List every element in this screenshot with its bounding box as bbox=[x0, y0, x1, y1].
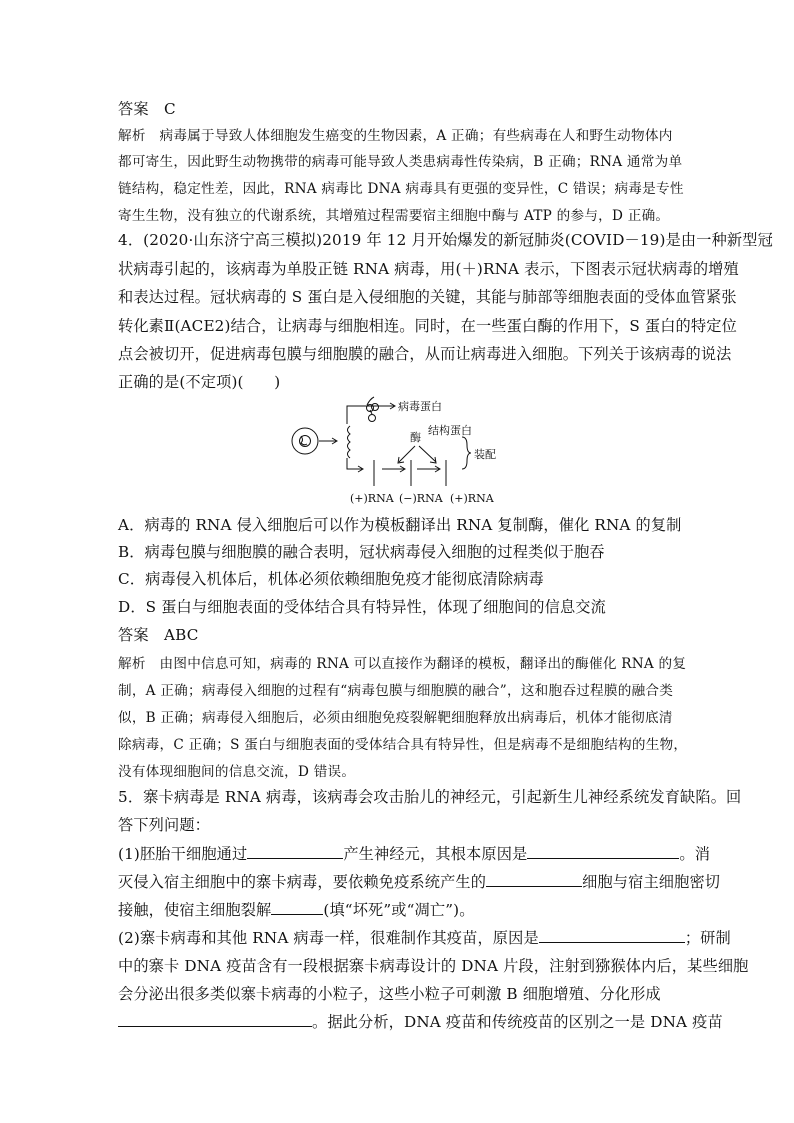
q4-option-a: A．病毒的 RNA 侵入细胞后可以作为模板翻译出 RNA 复制酶，催化 RNA 的复制 bbox=[118, 516, 682, 534]
q3-expl-line: 寄生生物，没有独立的代谢系统，其增殖过程需要宿主细胞中酶与 ATP 的参与，D 正确。 bbox=[118, 208, 670, 224]
q4-stem-line: 状病毒引起的，该病毒为单股正链 RNA 病毒，用(＋)RNA 表示，下图表示冠状病毒的增殖 bbox=[118, 260, 739, 278]
q5-text: ；研制 bbox=[684, 929, 731, 947]
q5-line-2 bbox=[118, 871, 720, 892]
structural-protein-label: 结构蛋白 bbox=[428, 424, 472, 437]
rna-label: (+)RNA bbox=[350, 492, 394, 505]
q3-expl-line: 都可寄生，因此野生动物携带的病毒可能导致人类患病毒性传染病，B 正确；RNA 通常为单 bbox=[118, 154, 683, 170]
assembly-brace bbox=[462, 437, 471, 469]
answer-blank[interactable] bbox=[486, 872, 582, 887]
q5-text: (2)寨卡病毒和其他 RNA 病毒一样，很难制作其疫苗，原因是 bbox=[118, 929, 539, 947]
q4-option-c: C．病毒侵入机体后，机体必须依赖细胞免疫才能彻底清除病毒 bbox=[118, 570, 544, 588]
q4-stem-line: 和表达过程。冠状病毒的 S 蛋白是入侵细胞的关键，其能与肺部等细胞表面的受体血管紧张 bbox=[118, 288, 737, 306]
q5-stem-line: 5．寨卡病毒是 RNA 病毒，该病毒会攻击胎儿的神经元，引起新生儿神经系统发育缺陷。回 bbox=[118, 788, 742, 806]
virus-replication-diagram bbox=[286, 396, 506, 508]
q5-text: 。消 bbox=[679, 845, 711, 863]
virus-protein-label: 病毒蛋白 bbox=[398, 400, 442, 413]
q5-line-3 bbox=[118, 899, 475, 920]
q5-line-6: 会分泌出很多类似寨卡病毒的小粒子，这些小粒子可刺激 B 细胞增殖、分化形成 bbox=[118, 985, 661, 1003]
q5-text: (1)胚胎干细胞通过 bbox=[118, 845, 248, 863]
diagram-svg bbox=[286, 396, 506, 508]
q4-option-b: B．病毒包膜与细胞膜的融合表明，冠状病毒侵入细胞的过程类似于胞吞 bbox=[118, 543, 605, 561]
ribosome-icon bbox=[369, 415, 376, 422]
q5-text: 接触，使宿主细胞裂解 bbox=[118, 901, 272, 919]
q4-expl-line: 没有体现细胞间的信息交流，D 错误。 bbox=[118, 764, 356, 780]
rna-label: (+)RNA bbox=[450, 492, 494, 505]
enzyme-arrow bbox=[419, 446, 436, 462]
q5-text: 产生神经元，其根本原因是 bbox=[343, 845, 528, 863]
enzyme-arrow bbox=[399, 446, 415, 462]
q4-stem-line: 正确的是(不定项)( ) bbox=[118, 373, 281, 391]
q4-expl-line: 解析 由图中信息可知，病毒的 RNA 可以直接作为翻译的模板，翻译出的酶催化 RNA 的复 bbox=[118, 656, 687, 672]
q4-option-d: D．S 蛋白与细胞表面的受体结合具有特异性，体现了细胞间的信息交流 bbox=[118, 598, 606, 616]
enzyme-label: 酶 bbox=[410, 431, 421, 444]
rna-label: (−)RNA bbox=[399, 492, 443, 505]
q3-expl-line: 链结构，稳定性差，因此，RNA 病毒比 DNA 病毒具有更强的变异性，C 错误；病毒是专性 bbox=[118, 181, 684, 197]
answer-blank[interactable] bbox=[247, 844, 343, 859]
q5-text: 灭侵入宿主细胞中的寨卡病毒，要依赖免疫系统产生的 bbox=[118, 873, 487, 891]
q5-text: 。据此分析，DNA 疫苗和传统疫苗的区别之一是 DNA 疫苗 bbox=[312, 1013, 723, 1031]
virus-particle-icon bbox=[292, 428, 318, 454]
answer-blank[interactable] bbox=[271, 900, 323, 915]
q4-stem-line: 4．(2020·山东济宁高三模拟)2019 年 12 月开始爆发的新冠肺炎(COVID－19)是由一种新型冠 bbox=[118, 231, 773, 249]
answer-blank[interactable] bbox=[118, 1012, 312, 1027]
q4-stem-line: 转化素Ⅱ(ACE2)结合，让病毒与细胞相连。同时，在一些蛋白酶的作用下，S 蛋白的特定位 bbox=[118, 317, 737, 335]
q5-line-5: 中的寨卡 DNA 疫苗含有一段根据寨卡病毒设计的 DNA 片段，注射到猕猴体内后，某些细胞 bbox=[118, 957, 749, 975]
ribosome-icon bbox=[372, 404, 379, 411]
q5-line-7 bbox=[118, 1011, 723, 1032]
q5-line-4 bbox=[118, 927, 731, 948]
q4-expl-line: 制，A 正确；病毒侵入细胞的过程有“病毒包膜与细胞膜的融合”，这和胞吞过程膜的融合类 bbox=[118, 683, 674, 699]
q5-text: (填“坏死”或“凋亡”)。 bbox=[323, 901, 475, 919]
q5-text: 细胞与宿主细胞密切 bbox=[582, 873, 721, 891]
q3-answer: 答案 C bbox=[118, 100, 176, 118]
rna-strand-brace bbox=[348, 426, 351, 458]
virus-rna-coil bbox=[301, 436, 307, 445]
q5-stem-line: 答下列问题： bbox=[118, 816, 211, 834]
answer-blank[interactable] bbox=[539, 928, 685, 943]
q5-line-1 bbox=[118, 843, 710, 864]
q4-answer: 答案 ABC bbox=[118, 626, 199, 644]
q4-expl-line: 除病毒，C 正确；S 蛋白与细胞表面的受体结合具有特异性，但是病毒不是细胞结构的生物， bbox=[118, 737, 688, 753]
q3-expl-line: 解析 病毒属于导致人体细胞发生癌变的生物因素，A 正确；有些病毒在人和野生动物体内 bbox=[118, 128, 673, 144]
q4-expl-line: 似，B 正确；病毒侵入细胞后，必须由细胞免疫裂解靶细胞释放出病毒后，机体才能彻底清 bbox=[118, 710, 673, 726]
q4-stem-line: 点会被切开，促进病毒包膜与细胞膜的融合，从而让病毒进入细胞。下列关于该病毒的说法 bbox=[118, 345, 732, 363]
assembly-label: 装配 bbox=[474, 448, 496, 461]
answer-blank[interactable] bbox=[527, 844, 679, 859]
